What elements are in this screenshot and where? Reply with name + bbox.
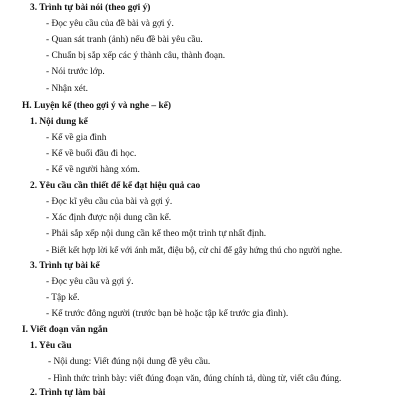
section-heading: 2. Trình tự làm bài (30, 388, 106, 398)
list-item: - Đọc yêu cầu của đề bài và gợi ý. (46, 19, 174, 29)
section-heading: 1. Yêu cầu (30, 341, 72, 351)
list-item: - Tập kể. (46, 293, 80, 303)
list-item: - Chuẩn bị sắp xếp các ý thành câu, thành đoạn. (46, 51, 226, 61)
list-item: - Quan sát tranh (ảnh) nếu đề bài yêu cầu. (46, 35, 203, 45)
section-heading: 3. Trình tự bài kể (30, 261, 100, 271)
section-heading: 3. Trình tự bài nói (theo gợi ý) (30, 3, 151, 13)
list-item: - Kể về gia đình (46, 133, 107, 143)
list-item: - Phải sắp xếp nội dung cần kể theo một trình tự nhất định. (46, 229, 267, 239)
section-heading: 2. Yêu cầu cần thiết để kể đạt hiệu quả cao (30, 181, 201, 191)
list-item: - Hình thức trình bày: viết đúng đoạn văn, đúng chính tả, dùng từ, viết câu đúng. (48, 373, 342, 383)
list-item: - Kể về người hàng xóm. (46, 165, 140, 175)
list-item: - Đọc yêu cầu và gợi ý. (46, 277, 134, 287)
list-item: - Kể trước đông người (trước bạn bè hoặc tập kể trước gia đình). (46, 309, 289, 319)
main-heading: I. Viết đoạn văn ngắn (22, 325, 108, 335)
list-item: - Nói trước lớp. (46, 67, 105, 77)
list-item: - Kể về buổi đầu đi học. (46, 149, 137, 159)
list-item: - Nội dung: Viết đúng nội dung đề yêu cầu. (48, 357, 211, 367)
section-heading: 1. Nội dung kể (30, 117, 88, 127)
main-heading: H. Luyện kể (theo gợi ý và nghe – kể) (22, 101, 171, 111)
list-item: - Nhận xét. (46, 84, 88, 94)
list-item: - Biết kết hợp lời kể với ánh mắt, điệu bộ, cử chỉ để gây hứng thú cho người nghe. (46, 245, 343, 255)
list-item: - Xác định được nội dung cần kể. (46, 213, 172, 223)
list-item: - Đọc kĩ yêu cầu của bài và gợi ý. (46, 197, 173, 207)
